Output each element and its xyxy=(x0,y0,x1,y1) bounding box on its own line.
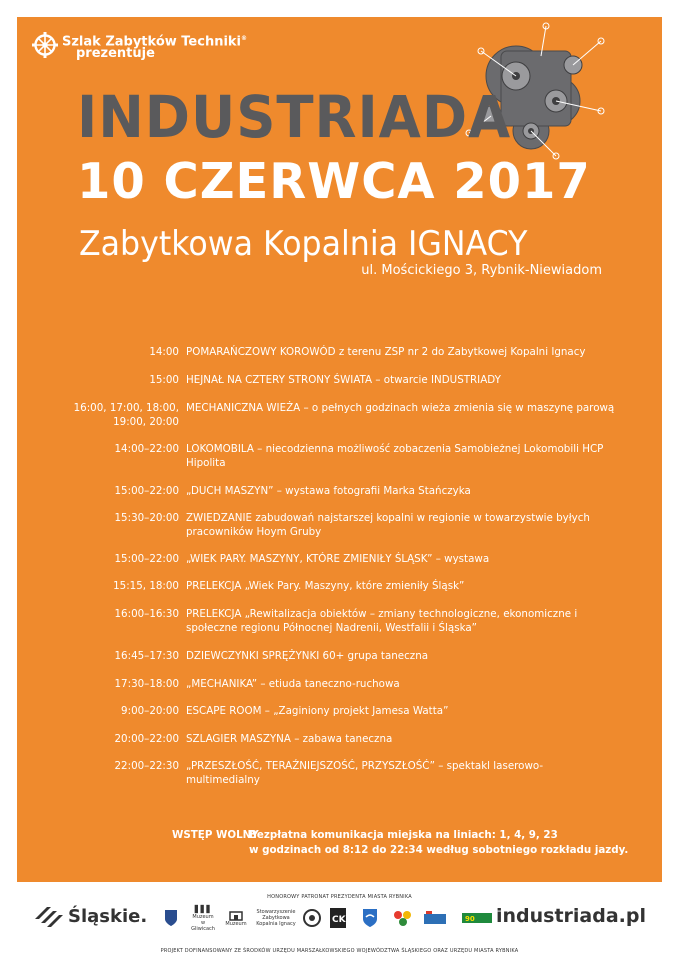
radio-logo-icon xyxy=(423,910,447,926)
schedule-time: 16:00–16:30 xyxy=(114,608,179,620)
schedule-description: ZWIEDZANIE zabudowań najstarszej kopalni w regionie w towarzystwie byłych pracowników Hoym Gruby xyxy=(186,512,590,538)
partner-logo-label: Muzeum xyxy=(225,921,247,927)
sponsor-bar xyxy=(0,882,679,960)
svg-text:90: 90 xyxy=(465,915,475,923)
schedule-time: 9:00–20:00 xyxy=(121,705,179,717)
gear-wheel-icon xyxy=(32,32,58,58)
schedule-description: HEJNAŁ NA CZTERY STRONY ŚWIATA – otwarcie INDUSTRIADY xyxy=(186,374,501,386)
building-logo-icon xyxy=(229,909,243,921)
schedule-description: ESCAPE ROOM – „Zaginiony projekt Jamesa Watta” xyxy=(186,705,449,717)
patronage-text: HONOROWY PATRONAT PREZYDENTA MIASTA RYBNIKA xyxy=(267,894,412,900)
partner-logo xyxy=(392,904,414,932)
partner-logo xyxy=(224,904,248,932)
event-title: INDUSTRIADA xyxy=(77,83,512,151)
slaskie-logo xyxy=(33,905,148,927)
funding-text: PROJEKT DOFINANSOWANY ZE ŚRODKÓW URZĘDU MARSZAŁKOWSKIEGO WOJEWÓDZTWA ŚLĄSKIEGO ORAZ URZĘDU MIASTA RYBNIKA xyxy=(160,948,519,954)
museum-logo-icon xyxy=(192,904,214,914)
schedule-description: PRELEKCJA „Rewitalizacja obiektów – zmiany technologiczne, ekonomiczne i społeczne regionu Północnej Nadrenii, Westfalii i Śląska” xyxy=(186,608,578,634)
schedule-description: „WIEK PARY. MASZYNY, KTÓRE ZMIENIŁY ŚLĄSK” – wystawa xyxy=(186,553,490,565)
free-entry-label: WSTĘP WOLNY xyxy=(172,829,259,841)
radio-90-logo-icon xyxy=(462,913,492,923)
schedule-time: 17:30–18:00 xyxy=(114,678,179,690)
website-link[interactable]: industriada.pl xyxy=(495,905,646,927)
partner-logo xyxy=(160,904,182,932)
schedule-description: LOKOMOBILA – niecodzienna możliwość zobaczenia Samobieżnej Lokomobili HCP Hipolita xyxy=(186,443,604,469)
slaskie-wordmark: Śląskie. xyxy=(68,906,148,927)
transport-line-1: Bezpłatna komunikacja miejska na liniach: 1, 4, 9, 23 xyxy=(249,829,558,841)
schedule-description: DZIEWCZYNKI SPRĘŻYNKI 60+ grupa taneczna xyxy=(186,650,429,662)
circle-logo-icon xyxy=(303,909,321,927)
ck-logo-icon xyxy=(329,907,347,929)
schedule-time: 14:00–22:00 xyxy=(114,443,179,455)
poster xyxy=(17,17,662,882)
kids-logo-icon xyxy=(393,909,413,927)
schedule-description: „MECHANIKA” – etiuda taneczno-ruchowa xyxy=(186,678,400,690)
schedule-description: SZLAGIER MASZYNA – zabawa taneczna xyxy=(186,733,393,745)
partner-logo xyxy=(360,904,380,932)
partner-logo xyxy=(422,904,448,932)
partner-logos xyxy=(160,904,500,934)
partner-logo xyxy=(190,904,216,932)
schedule-time: 20:00–22:00 xyxy=(114,733,179,745)
venue-name: Zabytkowa Kopalnia IGNACY xyxy=(79,224,528,264)
schedule-description: MECHANICZNA WIEŻA – o pełnych godzinach wieża zmienia się w maszynę parową xyxy=(186,402,615,414)
schedule-time: 15:00 xyxy=(149,374,179,386)
crest-icon xyxy=(164,909,178,927)
schedule-time: 16:00, 17:00, 18:00, 19:00, 20:00 xyxy=(73,402,179,428)
schedule-time: 22:00–22:30 xyxy=(114,760,179,772)
partner-logo xyxy=(460,904,494,932)
event-date: 10 CZERWCA 2017 xyxy=(77,153,591,210)
schedule-description: PRELEKCJA „Wiek Pary. Maszyny, które zmieniły Śląsk” xyxy=(186,580,465,592)
schedule-time: 16:45–17:30 xyxy=(114,650,179,662)
schedule-time: 15:15, 18:00 xyxy=(113,580,179,592)
schedule-time: 15:00–22:00 xyxy=(114,553,179,565)
transport-line-2: w godzinach od 8:12 do 22:34 według sobotniego rozkładu jazdy. xyxy=(249,844,629,856)
slaskie-emblem-icon xyxy=(33,905,63,927)
brand-subtitle: prezentuje xyxy=(76,46,155,61)
partner-logo xyxy=(302,904,322,932)
partner-logo: Stowarzyszenie Zabytkowa Kopalnia Ignacy xyxy=(256,909,296,927)
rybnik-crest-icon xyxy=(362,908,378,928)
svg-text:CK: CK xyxy=(332,915,346,925)
partner-logo xyxy=(328,904,348,932)
schedule-time: 14:00 xyxy=(149,346,179,358)
schedule-description: „PRZESZŁOŚĆ, TERAŹNIEJSZOŚĆ, PRZYSZŁOŚĆ” – spektakl laserowo-multimedialny xyxy=(186,760,544,786)
schedule-time: 15:30–20:00 xyxy=(114,512,179,524)
transport-info xyxy=(249,828,628,858)
venue-address: ul. Mościckiego 3, Rybnik-Niewiadom xyxy=(361,263,602,278)
schedule-description: „DUCH MASZYN” – wystawa fotografii Marka Stańczyka xyxy=(186,485,471,497)
brand-name: Szlak Zabytków Techniki® xyxy=(62,34,248,50)
schedule-description: POMARAŃCZOWY KOROWÓD z terenu ZSP nr 2 do Zabytkowej Kopalni Ignacy xyxy=(186,346,586,358)
schedule-time: 15:00–22:00 xyxy=(114,485,179,497)
partner-logo-label: Muzeum w Gliwicach xyxy=(191,914,215,932)
